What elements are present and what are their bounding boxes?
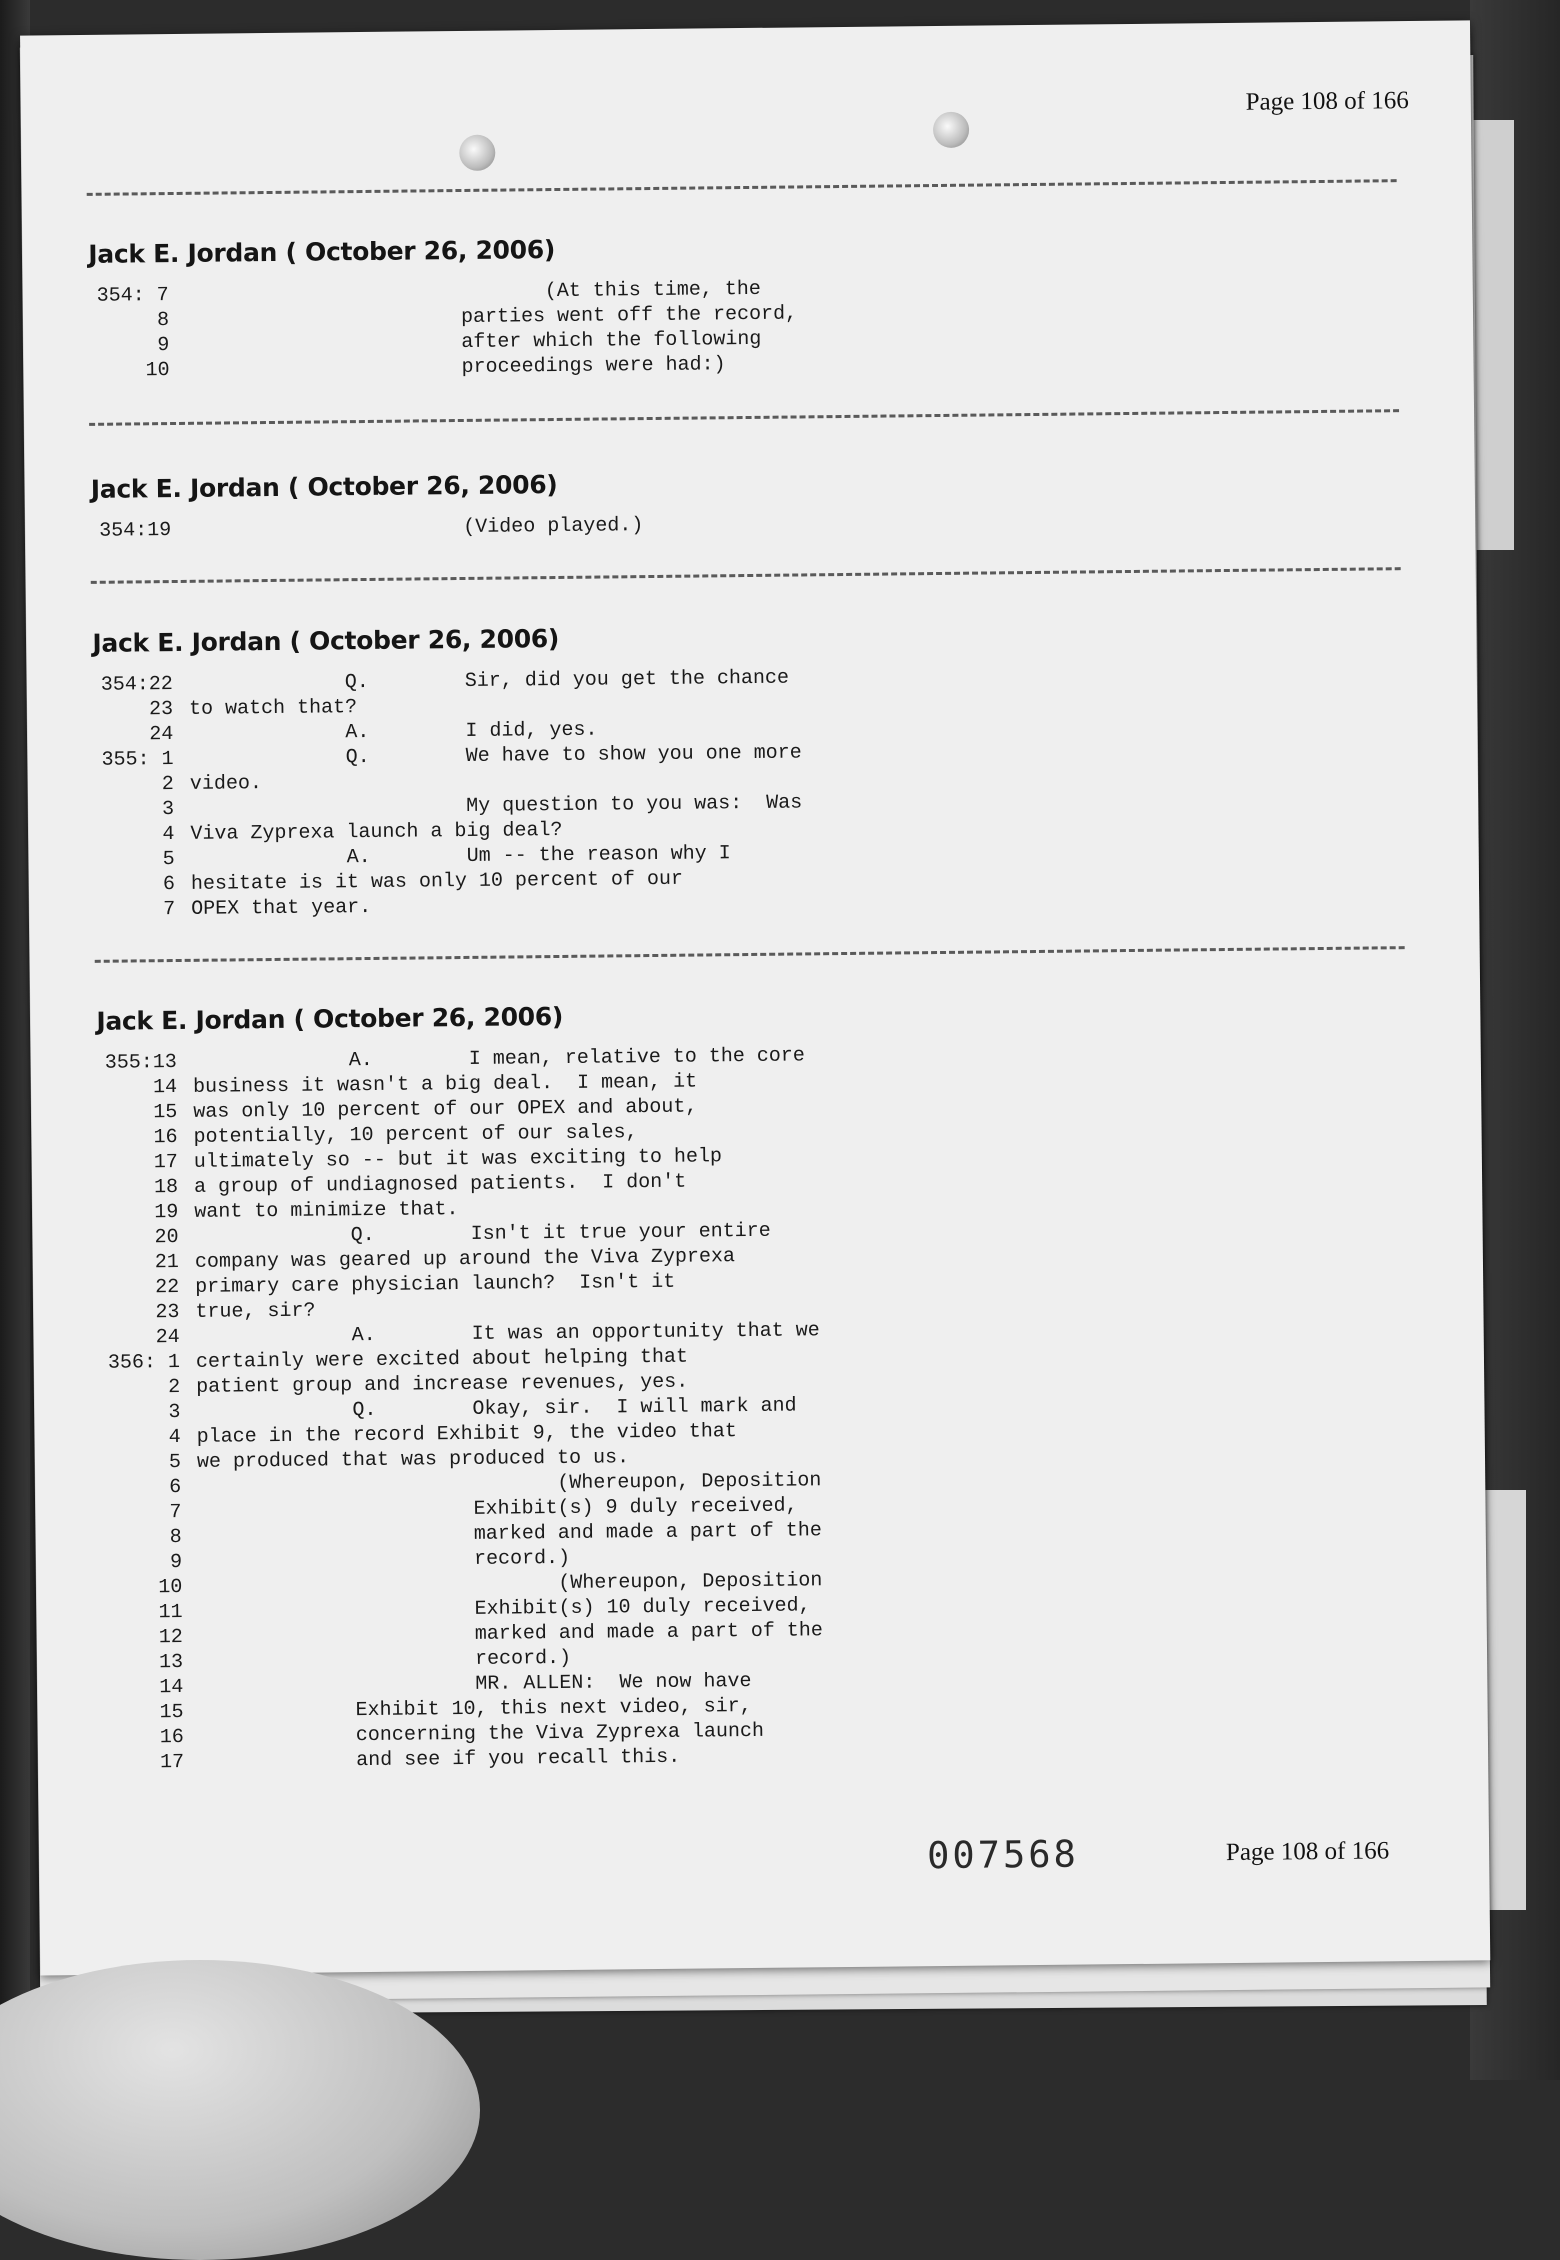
transcript-section <box>96 999 824 1776</box>
line-text: MR. ALLEN: We now have <box>199 1670 752 1699</box>
line-number: 14 <box>159 1675 184 1700</box>
line-text: (Whereupon, Deposition <box>198 1569 823 1599</box>
line-number: 3 <box>168 1400 181 1425</box>
line-text: a group of undiagnosed patients. I don't <box>193 1170 687 1199</box>
section-heading: Jack E. Jordan ( October 26, 2006) <box>88 235 556 269</box>
line-text: A. I did, yes. <box>189 718 598 746</box>
transcript-lines <box>91 514 643 545</box>
line-text: A. Um -- the reason why I <box>190 842 731 871</box>
line-number: 11 <box>158 1600 183 1625</box>
line-text: record.) <box>197 1546 571 1574</box>
line-text: A. It was an opportunity that we <box>195 1319 820 1349</box>
line-number: 17 <box>159 1750 185 1775</box>
line-text: hesitate is it was only 10 percent of our <box>190 867 684 896</box>
line-text: we produced that was produced to us. <box>196 1446 630 1474</box>
line-text: (Video played.) <box>187 514 644 542</box>
line-number: 355:13 <box>104 1051 177 1075</box>
line-text: marked and made a part of the <box>198 1619 824 1649</box>
line-number: 16 <box>159 1725 184 1750</box>
page-number-footer: Page 108 of 166 <box>1225 1837 1390 1867</box>
transcript-lines <box>89 277 798 384</box>
line-number: 16 <box>153 1126 178 1150</box>
line-text: want to minimize that. <box>194 1198 459 1224</box>
line-number: 2 <box>161 773 175 797</box>
line-number: 3 <box>162 798 175 822</box>
line-text: (Whereupon, Deposition <box>197 1469 822 1499</box>
line-text: certainly were excited about helping that <box>195 1345 689 1374</box>
line-text: Q. Okay, sir. I will mark and <box>196 1394 797 1424</box>
line-text: to watch that? <box>188 696 358 721</box>
line-number: 354: 7 <box>96 284 169 308</box>
transcript-section <box>92 621 803 923</box>
line-text: company was geared up around the Viva Zyprexa <box>194 1245 736 1274</box>
section-heading: Jack E. Jordan ( October 26, 2006) <box>92 623 560 658</box>
line-text: business it wasn't a big deal. I mean, it <box>192 1070 698 1099</box>
line-number: 24 <box>155 1325 180 1350</box>
section-divider <box>91 567 1401 584</box>
line-text: was only 10 percent of our OPEX and about, <box>193 1095 698 1124</box>
line-number: 20 <box>154 1225 179 1250</box>
line-number: 23 <box>155 1300 180 1325</box>
line-number: 7 <box>163 898 176 922</box>
transcript-lines <box>93 666 804 923</box>
line-number: 21 <box>154 1250 180 1275</box>
section-heading: Jack E. Jordan ( October 26, 2006) <box>96 1001 564 1036</box>
line-number: 18 <box>153 1176 179 1200</box>
line-number: 355: 1 <box>101 748 174 772</box>
line-text: after which the following <box>185 327 762 357</box>
paper-tab <box>1470 120 1514 550</box>
line-text: OPEX that year. <box>191 895 372 921</box>
line-text: Exhibit 10, this next video, sir, <box>199 1695 752 1724</box>
line-text: Exhibit(s) 9 duly received, <box>197 1494 798 1524</box>
line-text: potentially, 10 percent of our sales, <box>193 1121 638 1149</box>
line-text: true, sir? <box>195 1299 316 1324</box>
line-text: patient group and increase revenues, yes. <box>196 1370 689 1399</box>
section-divider <box>95 946 1405 963</box>
line-number: 5 <box>162 848 175 872</box>
line-number: 10 <box>158 1575 183 1600</box>
line-number: 354:22 <box>100 673 173 697</box>
line-number: 15 <box>159 1700 184 1725</box>
line-text: Q. Sir, did you get the chance <box>188 666 790 696</box>
line-number: 12 <box>158 1625 183 1650</box>
line-number: 14 <box>152 1076 178 1100</box>
line-number: 19 <box>154 1200 179 1225</box>
line-number: 10 <box>145 359 170 383</box>
line-number: 9 <box>169 1550 183 1575</box>
line-text: Viva Zyprexa launch a big deal? <box>190 818 563 846</box>
line-number: 8 <box>156 309 170 333</box>
punch-hole <box>933 112 969 148</box>
punch-hole <box>459 135 495 171</box>
section-divider <box>89 409 1399 426</box>
page-number-header: Page 108 of 166 <box>1245 87 1409 116</box>
line-text: Q. Isn't it true your entire <box>194 1219 771 1249</box>
section-heading: Jack E. Jordan ( October 26, 2006) <box>90 469 558 504</box>
line-number: 9 <box>157 334 170 358</box>
document-page <box>20 20 1490 1975</box>
line-text: primary care physician launch? Isn't it <box>195 1270 676 1299</box>
line-text: marked and made a part of the <box>197 1519 822 1549</box>
line-number: 8 <box>169 1525 182 1550</box>
line-text: proceedings were had:) <box>185 353 726 382</box>
line-number: 22 <box>155 1275 180 1300</box>
bates-number: 007568 <box>926 1832 1080 1878</box>
line-text: concerning the Viva Zyprexa launch <box>199 1719 765 1749</box>
line-number: 13 <box>158 1650 184 1675</box>
line-text: Q. We have to show you one more <box>189 741 802 771</box>
line-text: video. <box>189 772 263 796</box>
line-number: 23 <box>148 698 174 722</box>
line-text: Exhibit(s) 10 duly received, <box>198 1594 811 1624</box>
transcript-line <box>91 514 643 545</box>
line-text: (At this time, the <box>184 277 761 307</box>
line-text: A. I mean, relative to the core <box>192 1044 805 1074</box>
line-text: record.) <box>198 1646 572 1674</box>
line-number: 7 <box>169 1500 182 1525</box>
line-text: My question to you was: Was <box>190 791 803 821</box>
line-number: 4 <box>162 823 175 847</box>
transcript-section <box>88 232 798 384</box>
section-divider <box>87 179 1397 196</box>
line-number: 4 <box>168 1425 181 1450</box>
transcript-section <box>91 469 644 545</box>
line-number: 354:19 <box>99 519 172 543</box>
line-number: 5 <box>168 1450 182 1475</box>
transcript-lines <box>97 1044 825 1777</box>
line-text: parties went off the record, <box>184 302 798 332</box>
line-number: 17 <box>153 1151 178 1175</box>
line-text: place in the record Exhibit 9, the video that <box>196 1420 737 1449</box>
line-number: 356: 1 <box>107 1350 181 1375</box>
line-text: and see if you recall this. <box>200 1745 681 1774</box>
line-number: 15 <box>153 1101 178 1125</box>
line-text: ultimately so -- but it was exciting to help <box>193 1145 723 1174</box>
line-number: 24 <box>149 723 174 747</box>
line-number: 6 <box>162 873 176 897</box>
line-number: 6 <box>169 1475 182 1500</box>
line-number: 2 <box>168 1375 181 1400</box>
